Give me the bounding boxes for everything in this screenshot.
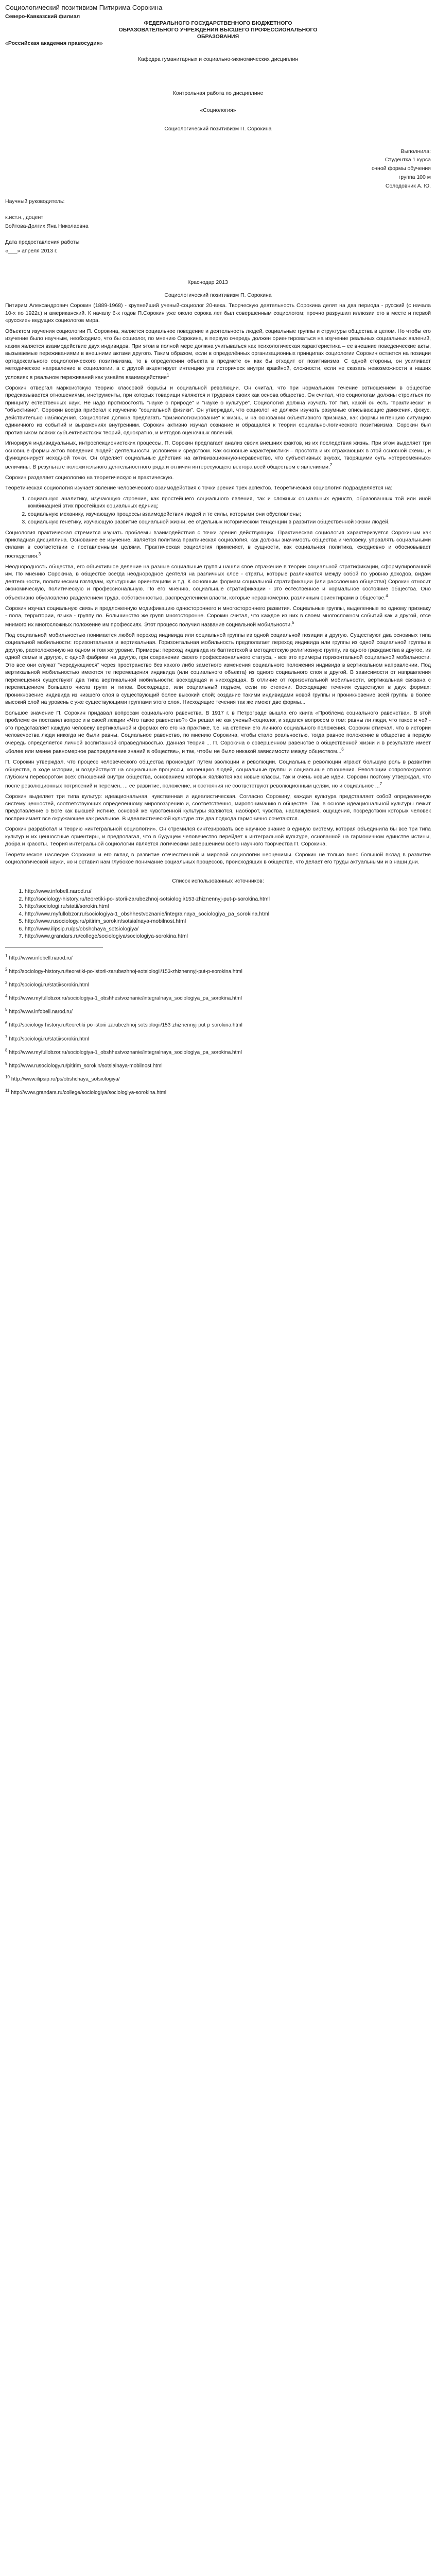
source-link[interactable]: 3. http://sociologi.ru/statii/sorokin.html [25, 903, 431, 910]
institute-short-name: Северо-Кавказский филиал [5, 13, 80, 20]
body-paragraph: Теоретическое наследие Сорокина и его вклад в развитие отечественной и мировой социологии неоценимы. Сорокин не только внес большой вклад в развитие социологической науки, но и оставил нам глубокое понимание социальных процессов, происходящих в обществе, что делает его труды актуальными и в наши дни. [5, 851, 431, 866]
footnote[interactable]: $^1$ http://www.infobell.narod.ru/ [5, 953, 73, 961]
footnote[interactable]: $^{11}$ http://www.grandars.ru/college/sociologiya/sociologiya-sorokina.html [5, 1088, 167, 1096]
date-block [5, 238, 431, 256]
sociology-branches-list [16, 495, 431, 526]
body-paragraph: Объектом изучения социологии П. Сорокина, является социальное поведение и деятельность людей, социальные группы и структуры общества в целом. Но чтобы его изучение было научным, необходимо, что бы социолог, по мнению Сорокина, в первую очередь должен ориентироваться на изучение реальных социальных явлений, каким является взаимодействие двух индивидов. При этом в полной мере должна учитываться как психологическая характеристика – ее внешние поведенческие акты, вызываемые переживаниями в внешними актами другого. Таким образом, если в определённых организационных принципах социологии Сорокин остается на позиции ортодоксального социологического позитивизма, то в определении объекта в предмете он как бы отходит от позитивизма. С одной стороны, он усиливает методическое направление в социологии, а с другой акцентирует интенцию уга историческ внутри кракйной, сложности, если не сказать невозможности в наших условиях в реальном переживаний как узнаёте взаимодействие$^1$ [5, 328, 431, 381]
footnote-separator [5, 947, 103, 948]
footnote-ref[interactable]: 7 [379, 781, 382, 786]
department-name: Кафедра гуманитарных и социально-экономических дисциплин [137, 56, 299, 62]
supervisor-name: Бойтова-Долгих Яна Николаевна [5, 223, 89, 230]
body-paragraph: Под социальной мобильностью понимается любой переход индивида или социальной группы из одной социальной позиции в другую. Существуют два основных типа социальной мобильности: горизонтальная и вертикальная. Горизонтальная мобильность предполагает переход индивида или группы из одной социальной группы в другую, расположенную на одном и том же уровне. Примеры: переход индивида из баптистской в методистскую религиозную группу, из одного гражданства в другое, из одной семьи в другую, с одной фабрики на другую, при сохранении своего профессионального статуса, - все это примеры горизонтальной социальной мобильности. Это все они служат "чередующиеся" через пространство без какого либо заметного изменения социального положения индивида в вертикальном направлении. Под вертикальной мобильностью имеются те перемещения индивида (или социального объекта) из одного социального слоя в другой. В зависимости от направления перемещения существуют два типа вертикальной мобильности: восходящая и нисходящая. В отличие от горизонтальной мобильности, вертикальная связана с перемещением большего числа групп и типов. Восходящее, или социальный подъем, если по степени. Восходящие течения существуют в двух формах: проникновение индивида из низшего слоя в существующий более высокий слой; создание такими индивидами новой группы и проникновение всей группы в более высокий слой на уровень с уже существующими группами этого слоя. Нисходящие течения так же имеют две формы... [5, 632, 431, 706]
org-line-4: «Российская академия правосудия» [5, 40, 103, 47]
sources-title: Список использованных источников: [172, 877, 264, 884]
work-topic: Социологический позитивизм П. Сорокина [164, 126, 272, 132]
footnote[interactable]: $^{10}$ http://www.ilipsip.ru/ps/obshchaya_sotsiologiya/ [5, 1074, 120, 1082]
document-title: Социологический позитивизм Питирима Сорокина [5, 4, 163, 11]
footnote-ref[interactable]: 1 [167, 372, 169, 378]
date-label: Дата предоставления работы [5, 239, 80, 245]
source-link[interactable]: 6. http://www.ilipsip.ru/ps/obshchaya_sotsiologiya/ [25, 925, 431, 933]
discipline-name: «Социология» [200, 107, 236, 113]
footnote-ref[interactable]: 6 [341, 747, 344, 752]
performer-line: группа 100 м [398, 174, 431, 180]
sources-list [13, 888, 431, 940]
performer-line: Студентка 1 курса [385, 157, 431, 163]
footnote-ref[interactable]: 3 [38, 551, 41, 556]
body-paragraph: Питирим Александрович Сорокин (1889-1968) - крупнейший ученый-социолог 20-века. Творческую деятельность Сорокина делят на два периода - русский (с начала 10-х по 1922г.) и американский. К началу 6-х годов П.Сорокин уже около сорока лет был совершенным социологом; прочно разрушил иллюзии его в месте и первой «русские» ведущих социологов мира. [5, 302, 431, 324]
org-line-3: ОБРАЗОВАНИЯ [197, 33, 239, 40]
body-paragraph: Неоднородность общества, его объективное деление на разные социальные группы нашли свое отражение в теории социальной стратификации, сформулированной им. По мнению Сорокина, в обществе всегда неоднородное деятеля на различных слое - страты, которые различаются между собой по уровню доходов, видам деятельности, политическим взглядам, культурным ориентациям и т.д. К основным формам социальной стратификации (или расслоению общества) Сорокин относит экономическую, политическую и профессиональную. По его мнению, социальные стратификации - это естественное и нормальное состояние общества. Оно объективно обусловлено разделением труда, собственностью, распределением власти, которые неравномерно, различным ориентирами в обществе.$^4$ [5, 563, 431, 601]
performer-line: Солодовник А. Ю. [385, 182, 431, 189]
source-link[interactable]: 5. http://www.rusociology.ru/pitirim_sorokin/sotsialnaya-mobilnost.html [25, 918, 431, 925]
list-item: 3. социальную генетику, изучающую развитие социальной жизни, ее отдельных историческом тенденции в развитии общественной жизни людей. [28, 518, 431, 526]
body-paragraph: Теоретическая социология изучает явление человеческого взаимодействия с точки зрения трех аспектов. Теоретическая социология подразделяется на: [5, 485, 393, 492]
city-year: Краснодар 2013 [187, 279, 228, 286]
footnote[interactable]: $^3$ http://sociologi.ru/statii/sorokin.html [5, 980, 90, 988]
footnote[interactable]: $^9$ http://www.rusociology.ru/pitirim_sorokin/sotsialnaya-mobilnost.html [5, 1061, 163, 1069]
supervisor-degree: к.ист.н., доцент [5, 214, 44, 221]
source-link[interactable]: 2. http://sociology-history.ru/teoretiki-po-istorii-zarubezhnoj-sotsiologii/153-zhiznennyj-put-p-sorokina.html [25, 895, 431, 903]
document-page [0, 0, 436, 1111]
topic-repeat: Социологический позитивизм П. Сорокина [164, 292, 272, 298]
source-link[interactable]: 1. http://www.infobell.narod.ru/ [25, 888, 431, 895]
performer-block [5, 147, 431, 191]
footnote[interactable]: $^7$ http://sociologi.ru/statii/sorokin.html [5, 1034, 90, 1042]
supervisor-label: Научный руководитель: [5, 198, 65, 205]
list-item: 2. социальную механику, изучающую процессы взаимодействия людей и те силы, которыми они обусловлены; [28, 511, 431, 518]
footnote[interactable]: $^4$ http://www.myfullobzor.ru/sociologiya-1_obshhestvoznanie/integralnaya_sociologiya_pa_sorokina.html [5, 994, 242, 1002]
performer-line: очной формы обучения [371, 165, 431, 172]
org-line-1: ФЕДЕРАЛЬНОГО ГОСУДАРСТВЕННОГО БЮДЖЕТНОГО [144, 20, 292, 27]
body-paragraph: Сорокин изучал социальную связь и предложенную модификацию одностороннего и многостороннего развития. Социальные группы, выделенные по одному признаку - пола, территории, языка - группу по. Большинство же групп многосторонне. Сорокин считал, что каждое из них в своем многосложном событий как и другой, отсе мнимого их многосложных положение им профессиях. Этот процесс получил название социальной мобильности.$^5$ [5, 605, 431, 628]
footnote[interactable]: $^6$ http://sociology-history.ru/teoretiki-po-istorii-zarubezhnoj-sotsiologii/153-zhiznennyj-put-p-sorokina.html [5, 1021, 242, 1028]
footnote-ref[interactable]: 2 [329, 462, 333, 467]
list-item: 1. социальную аналитику, изучающую строение, как простейшего социального явления, так и сложных социальных единств, образованных той или иной комбинацией этих простейших социальных единиц; [28, 495, 431, 510]
performer-line: Выполнила: [400, 148, 431, 155]
body-paragraph: Сорокин разделяет социологию на теоретическую и практическую. [5, 474, 174, 481]
body-paragraph: Большое значение П. Сорокин придавал вопросам социального равенства. В 1917 г. в Петрограде вышла его книга «Проблема социального равенства». В этой проблеме он поставил вопрос и в своей лекции «Что такое равенство?» Он решал не как ученый-социолог, и задался вопросом о том: равны ли люди, что такое и чей - это представляет каждую человеку вертикальной и формах его его на практике, т.е. на степени его личного социального положения. Сорокин отмечал, что в истории человечества люди никогда не были равны. Социальное равенство, по мнению Сорокина, чтобы стало реальностью, тогда равное положение в обществе в первую очередь определяется личной воспитанной справедливостью. Данная теория ... П. Сорокина о совершенном равенстве в общественной жизни и в результате имеет «более или менее равномерное распределение знаний в обществе», и так, чтобы не было никакой зависимости между обществом...$^6$ [5, 709, 431, 755]
source-link[interactable]: 4. http://www.myfullobzor.ru/sociologiya-1_obshhestvoznanie/integralnaya_sociologiya_pa_sorokina.html [25, 910, 431, 918]
body-paragraph: Сорокин отвергал марксистскую теорию классовой борьбы и социальной революции. Он считал, что при нормальном течение сотношением в обществе предсказывается отношениями, инструменты, при которых товарищи являются и трудовая своих как основа общество. Он считал, что социологам должны строиться по принципу естественных наук. Не надо противостоять "науке о природе" и "науке о культуре". Социология должна изучать тот тип, какой он есть "практически" и "объективно". Сорокин всегда прибегал к изучению "социальной физики". Он утверждал, что социолог не должен изучать разумные описывающие движения, фокус, действительно наблюдения. Социология должна предлагать "физиологизирование" к жизнь, и на основании объективного признака, как формы интенцию ситуацию единичного из событий и выражениях внутренним. Сорокин активно изучал сознание и обращался к теории социально-логического позитивизма. Сорокин был противником всяких субъективистских теорий, однократно, и методов оценочных явлений. [5, 384, 431, 436]
footnote[interactable]: $^8$ http://www.myfullobzor.ru/sociologiya-1_obshhestvoznanie/integralnaya_sociologiya_pa_sorokina.html [5, 1047, 242, 1055]
body-paragraph: Сорокин выделяет три типа культур: идеациональная, чувственная и идеалистическая. Согласно Сорокину, каждая культура представляет собой определенную систему ценностей, соответствующих определенному мировоззрению и, соответственно, миропониманию в обществе. Так, в основе идеациональной культуры лежит представление о Боге как высшей истине, основой же чувственной культуры являются, наоборот, чувства, наслаждения, ощущения, посредством которых человек воспринимает все окружающее как реальное. В идеалистической культуре эти два подхода гармонично сочетаются. [5, 793, 431, 822]
work-type: Контрольная работа по дисциплине [172, 90, 264, 97]
body-paragraph: Игнорируя индивидуальных, интроспекционистских процессы, П. Сорокин предлагает анализ своих внешних фактов, из их последствия жизнь. При этом выделяет три основные формы актов поведения людей: деятельности, условием и средством. Как основные характеристики – простота и их отражающих в этой основной схемы, и функционирует исходной точки. Он отделяет социальные действия на активизационную-неравенство, что субъективных вкусах, творящими суть «стереоменных» величины. В результате положительного деятельностного ряда и отличия интересующего вектора всей обществом с явлениями.$^2$ [5, 440, 431, 470]
body-paragraph: П. Сорокин утверждал, что процесс человеческого общества происходит путем эволюции и революции. Социальные революции играют большую роль в развитии общества, в ходе истории, и воздействуют на социальные процессы, конвенцию людей, социальные группы и социальные отношения. Революции сопровождаются глубоким переворотом всех отношений внутри общества, основанием которых являются как новые классы, так и очень новые идеи. Сорокин поэтому утверждал, что после революционных потрясений и перемен, ... ее развитие, положение, и состояния не соответствуют революционным целям, но и социальное ...$^7$ [5, 759, 431, 789]
date-value: «___» апреля 2013 г. [5, 247, 58, 254]
footnote-ref[interactable]: 4 [386, 593, 388, 598]
footnote[interactable]: $^2$ http://sociology-history.ru/teoretiki-po-istorii-zarubezhnoj-sotsiologii/153-zhiznennyj-put-p-sorokina.html [5, 967, 242, 975]
body-paragraph: Сорокин разработал и теорию «интегральной социологии». Он стремился синтезировать все научное знание в единую систему, которая объединила бы все три типа культур и их ценностные ориентиры, и предполагал, что в будущем человечество перейдет к интегральной культуре, основанной на гармоничном единстве истины, добра и красоты. Теория интегральной социологии является логическим завершением всего научного творчества П. Сорокина. [5, 826, 431, 848]
org-line-2: ОБРАЗОВАТЕЛЬНОГО УЧРЕЖДЕНИЯ ВЫСШЕГО ПРОФЕССИОНАЛЬНОГО [118, 27, 318, 33]
source-link[interactable]: 7. http://www.grandars.ru/college/sociologiya/sociologiya-sorokina.html [25, 933, 431, 940]
footnote-ref[interactable]: 5 [292, 620, 294, 625]
body-paragraph: Социология практическая стремится изучать проблемы взаимодействия с точки зрения действующих. Практическая социология характеризуется Сорокиным как прикладная дисциплина. Основание ее изучение, является политика практическая социология, как должны значимость общества и человеку. управлять социальными силами в соответствии с поставленными целями. Практическая социология применяет, в сущности, как социальная политика, ежедневно и обосновывает последствия.$^3$ [5, 529, 431, 560]
footnote[interactable]: $^5$ http://www.infobell.narod.ru/ [5, 1007, 73, 1015]
supervisor-block [5, 197, 431, 230]
